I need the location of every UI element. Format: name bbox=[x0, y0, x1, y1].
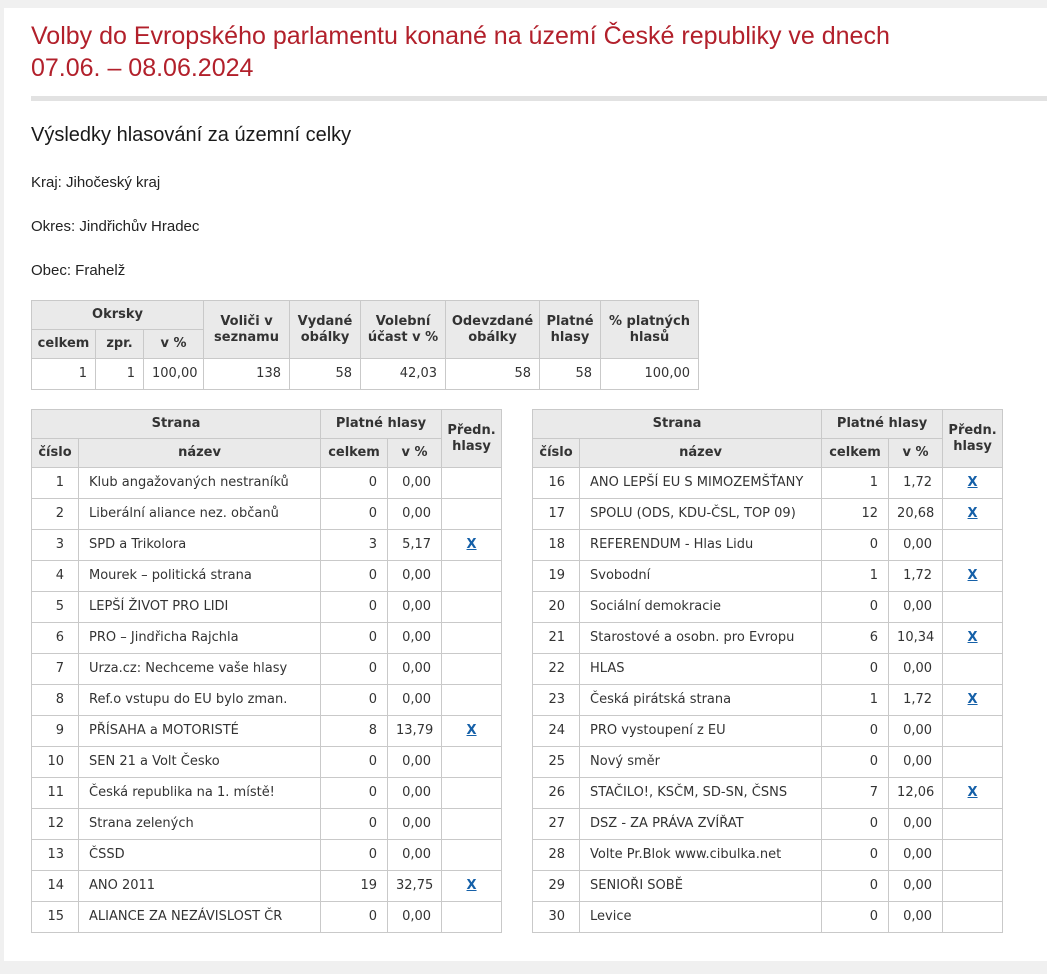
party-row bbox=[32, 840, 502, 871]
party-votes-total: 0 bbox=[822, 654, 889, 685]
party-votes-total: 0 bbox=[321, 499, 388, 530]
page-edge-left bbox=[0, 0, 4, 974]
summary-table bbox=[31, 300, 699, 390]
nazev-header: název bbox=[580, 439, 822, 468]
party-row bbox=[32, 530, 502, 561]
party-name: HLAS bbox=[580, 654, 822, 685]
party-votes-total: 19 bbox=[321, 871, 388, 902]
party-votes-total: 0 bbox=[822, 840, 889, 871]
volici-v-seznamu-value: 138 bbox=[204, 359, 290, 390]
party-number: 8 bbox=[32, 685, 79, 716]
party-name: ČSSD bbox=[79, 840, 321, 871]
party-votes-percent: 0,00 bbox=[388, 685, 442, 716]
party-row bbox=[533, 902, 1003, 933]
party-row bbox=[533, 623, 1003, 654]
party-row bbox=[32, 623, 502, 654]
party-votes-total: 0 bbox=[321, 902, 388, 933]
party-name: LEPŠÍ ŽIVOT PRO LIDI bbox=[79, 592, 321, 623]
party-votes-percent: 0,00 bbox=[889, 871, 943, 902]
party-name: Mourek – politická strana bbox=[79, 561, 321, 592]
party-votes-total: 0 bbox=[822, 809, 889, 840]
party-number: 19 bbox=[533, 561, 580, 592]
predn-hlasy-header: Předn. hlasy bbox=[442, 410, 502, 468]
party-number: 13 bbox=[32, 840, 79, 871]
party-votes-percent: 0,00 bbox=[388, 747, 442, 778]
preferential-votes-cell bbox=[442, 685, 502, 716]
party-votes-percent: 0,00 bbox=[388, 561, 442, 592]
okrsky-celkem-header: celkem bbox=[32, 330, 96, 359]
preferential-votes-cell bbox=[442, 778, 502, 809]
party-number: 17 bbox=[533, 499, 580, 530]
party-table-left bbox=[31, 409, 502, 933]
okrsky-v-pct-header: v % bbox=[144, 330, 204, 359]
v-pct-header: v % bbox=[388, 439, 442, 468]
party-votes-total: 0 bbox=[822, 592, 889, 623]
party-number: 14 bbox=[32, 871, 79, 902]
party-votes-total: 0 bbox=[321, 592, 388, 623]
party-row bbox=[533, 840, 1003, 871]
party-votes-total: 0 bbox=[321, 623, 388, 654]
party-name: PŘÍSAHA a MOTORISTÉ bbox=[79, 716, 321, 747]
party-votes-percent: 32,75 bbox=[388, 871, 442, 902]
party-name: Sociální demokracie bbox=[580, 592, 822, 623]
obec-line: Obec: Frahelž bbox=[31, 262, 126, 279]
party-number: 6 bbox=[32, 623, 79, 654]
party-row bbox=[32, 902, 502, 933]
party-name: Nový směr bbox=[580, 747, 822, 778]
okrsky-celkem-value: 1 bbox=[32, 359, 96, 390]
pct-platnych-hlasu-header: % platných hlasů bbox=[601, 301, 699, 359]
party-votes-percent: 0,00 bbox=[889, 716, 943, 747]
party-name: STAČILO!, KSČM, SD-SN, ČSNS bbox=[580, 778, 822, 809]
party-row bbox=[533, 468, 1003, 499]
party-votes-total: 1 bbox=[822, 561, 889, 592]
party-row bbox=[32, 468, 502, 499]
party-votes-percent: 0,00 bbox=[388, 809, 442, 840]
preferential-votes-cell bbox=[943, 592, 1003, 623]
v-pct-header: v % bbox=[889, 439, 943, 468]
kraj-line: Kraj: Jihočeský kraj bbox=[31, 174, 161, 191]
party-votes-total: 0 bbox=[822, 902, 889, 933]
preferential-votes-link[interactable]: X bbox=[967, 475, 978, 490]
party-row bbox=[533, 871, 1003, 902]
party-votes-total: 7 bbox=[822, 778, 889, 809]
party-number: 4 bbox=[32, 561, 79, 592]
party-votes-total: 0 bbox=[321, 809, 388, 840]
page-title-line1: Volby do Evropského parlamentu konané na území České republiky ve dnech bbox=[31, 22, 890, 50]
party-votes-total: 0 bbox=[822, 747, 889, 778]
party-name: Volte Pr.Blok www.cibulka.net bbox=[580, 840, 822, 871]
page-title bbox=[31, 20, 1021, 84]
party-row bbox=[32, 871, 502, 902]
preferential-votes-cell bbox=[943, 871, 1003, 902]
party-votes-percent: 0,00 bbox=[388, 902, 442, 933]
section-title: Výsledky hlasování za územní celky bbox=[31, 124, 352, 146]
preferential-votes-cell bbox=[442, 747, 502, 778]
party-votes-percent: 0,00 bbox=[388, 468, 442, 499]
party-name: Česká pirátská strana bbox=[580, 685, 822, 716]
party-row bbox=[533, 530, 1003, 561]
party-number: 28 bbox=[533, 840, 580, 871]
party-votes-total: 0 bbox=[321, 778, 388, 809]
title-divider bbox=[31, 96, 1047, 101]
party-votes-total: 0 bbox=[321, 685, 388, 716]
party-number: 21 bbox=[533, 623, 580, 654]
party-row bbox=[533, 592, 1003, 623]
party-number: 27 bbox=[533, 809, 580, 840]
party-votes-percent: 0,00 bbox=[889, 840, 943, 871]
preferential-votes-link[interactable]: X bbox=[466, 537, 477, 552]
party-number: 5 bbox=[32, 592, 79, 623]
party-name: Svobodní bbox=[580, 561, 822, 592]
preferential-votes-cell bbox=[442, 654, 502, 685]
party-votes-total: 6 bbox=[822, 623, 889, 654]
party-name: Liberální aliance nez. občanů bbox=[79, 499, 321, 530]
page-edge-top bbox=[0, 0, 1047, 8]
strana-header: Strana bbox=[533, 410, 822, 439]
party-name: REFERENDUM - Hlas Lidu bbox=[580, 530, 822, 561]
party-votes-percent: 1,72 bbox=[889, 685, 943, 716]
party-number: 29 bbox=[533, 871, 580, 902]
party-number: 12 bbox=[32, 809, 79, 840]
preferential-votes-cell bbox=[442, 530, 502, 561]
platne-hlasy-group-header: Platné hlasy bbox=[822, 410, 943, 439]
party-name: Strana zelených bbox=[79, 809, 321, 840]
party-table-right bbox=[532, 409, 1003, 933]
party-row bbox=[32, 778, 502, 809]
preferential-votes-cell bbox=[442, 871, 502, 902]
party-votes-percent: 0,00 bbox=[889, 747, 943, 778]
party-name: SEN 21 a Volt Česko bbox=[79, 747, 321, 778]
party-name: ANO 2011 bbox=[79, 871, 321, 902]
party-votes-total: 0 bbox=[321, 468, 388, 499]
preferential-votes-cell bbox=[943, 654, 1003, 685]
preferential-votes-link[interactable]: X bbox=[967, 568, 978, 583]
party-votes-percent: 0,00 bbox=[388, 623, 442, 654]
party-votes-percent: 12,06 bbox=[889, 778, 943, 809]
party-votes-total: 0 bbox=[321, 654, 388, 685]
okrsky-v-pct-value: 100,00 bbox=[144, 359, 204, 390]
party-votes-total: 0 bbox=[321, 561, 388, 592]
party-votes-percent: 0,00 bbox=[889, 530, 943, 561]
party-number: 30 bbox=[533, 902, 580, 933]
party-number: 7 bbox=[32, 654, 79, 685]
predn-hlasy-header: Předn. hlasy bbox=[943, 410, 1003, 468]
nazev-header: název bbox=[79, 439, 321, 468]
preferential-votes-cell bbox=[442, 902, 502, 933]
preferential-votes-link[interactable]: X bbox=[466, 878, 477, 893]
preferential-votes-cell bbox=[442, 840, 502, 871]
party-name: PRO vystoupení z EU bbox=[580, 716, 822, 747]
party-row bbox=[32, 809, 502, 840]
party-name: ALIANCE ZA NEZÁVISLOST ČR bbox=[79, 902, 321, 933]
party-row bbox=[533, 685, 1003, 716]
party-number: 2 bbox=[32, 499, 79, 530]
party-number: 1 bbox=[32, 468, 79, 499]
party-votes-percent: 0,00 bbox=[388, 592, 442, 623]
preferential-votes-cell bbox=[943, 561, 1003, 592]
preferential-votes-link[interactable]: X bbox=[466, 723, 477, 738]
party-votes-total: 1 bbox=[822, 685, 889, 716]
party-votes-percent: 5,17 bbox=[388, 530, 442, 561]
preferential-votes-cell bbox=[442, 592, 502, 623]
summary-row bbox=[32, 359, 699, 390]
preferential-votes-cell bbox=[442, 561, 502, 592]
pct-platnych-hlasu-value: 100,00 bbox=[601, 359, 699, 390]
party-number: 25 bbox=[533, 747, 580, 778]
party-votes-percent: 0,00 bbox=[388, 654, 442, 685]
party-number: 20 bbox=[533, 592, 580, 623]
preferential-votes-cell bbox=[943, 468, 1003, 499]
party-row bbox=[533, 499, 1003, 530]
preferential-votes-cell bbox=[943, 809, 1003, 840]
volici-v-seznamu-header: Voliči v seznamu bbox=[204, 301, 290, 359]
party-number: 18 bbox=[533, 530, 580, 561]
party-row bbox=[533, 654, 1003, 685]
party-name: ANO LEPŠÍ EU S MIMOZEMŠŤANY bbox=[580, 468, 822, 499]
party-row bbox=[533, 747, 1003, 778]
party-name: DSZ - ZA PRÁVA ZVÍŘAT bbox=[580, 809, 822, 840]
party-votes-percent: 0,00 bbox=[889, 902, 943, 933]
party-votes-percent: 0,00 bbox=[889, 592, 943, 623]
volebni-ucast-value: 42,03 bbox=[361, 359, 446, 390]
party-votes-total: 0 bbox=[822, 871, 889, 902]
party-number: 24 bbox=[533, 716, 580, 747]
party-votes-percent: 0,00 bbox=[388, 499, 442, 530]
party-name: Starostové a osobn. pro Evropu bbox=[580, 623, 822, 654]
odevzdane-obalky-header: Odevzdané obálky bbox=[446, 301, 540, 359]
okres-line: Okres: Jindřichův Hradec bbox=[31, 218, 200, 235]
party-votes-total: 1 bbox=[822, 468, 889, 499]
party-name: SENIOŘI SOBĚ bbox=[580, 871, 822, 902]
celkem-header: celkem bbox=[822, 439, 889, 468]
preferential-votes-cell bbox=[442, 499, 502, 530]
preferential-votes-link[interactable]: X bbox=[967, 630, 978, 645]
party-name: Ref.o vstupu do EU bylo zman. bbox=[79, 685, 321, 716]
strana-header: Strana bbox=[32, 410, 321, 439]
volebni-ucast-header: Volební účast v % bbox=[361, 301, 446, 359]
preferential-votes-link[interactable]: X bbox=[967, 506, 978, 521]
party-votes-percent: 0,00 bbox=[889, 654, 943, 685]
preferential-votes-cell bbox=[943, 778, 1003, 809]
preferential-votes-cell bbox=[943, 499, 1003, 530]
party-row bbox=[533, 778, 1003, 809]
party-row bbox=[533, 561, 1003, 592]
party-name: PRO – Jindřicha Rajchla bbox=[79, 623, 321, 654]
page-edge-bottom bbox=[0, 961, 1047, 974]
party-number: 15 bbox=[32, 902, 79, 933]
party-tables bbox=[31, 409, 1047, 933]
cislo-header: číslo bbox=[533, 439, 580, 468]
preferential-votes-cell bbox=[943, 747, 1003, 778]
party-name: Česká republika na 1. místě! bbox=[79, 778, 321, 809]
party-number: 11 bbox=[32, 778, 79, 809]
party-name: Levice bbox=[580, 902, 822, 933]
okrsky-zpr-value: 1 bbox=[96, 359, 144, 390]
party-row bbox=[32, 716, 502, 747]
preferential-votes-cell bbox=[943, 840, 1003, 871]
preferential-votes-cell bbox=[442, 623, 502, 654]
party-number: 3 bbox=[32, 530, 79, 561]
party-row bbox=[32, 654, 502, 685]
odevzdane-obalky-value: 58 bbox=[446, 359, 540, 390]
preferential-votes-link[interactable]: X bbox=[967, 785, 978, 800]
platne-hlasy-value: 58 bbox=[540, 359, 601, 390]
celkem-header: celkem bbox=[321, 439, 388, 468]
preferential-votes-cell bbox=[943, 716, 1003, 747]
party-votes-percent: 1,72 bbox=[889, 561, 943, 592]
okrsky-zpr-header: zpr. bbox=[96, 330, 144, 359]
party-row bbox=[533, 716, 1003, 747]
party-votes-total: 0 bbox=[822, 530, 889, 561]
party-number: 23 bbox=[533, 685, 580, 716]
preferential-votes-cell bbox=[943, 902, 1003, 933]
party-row bbox=[32, 685, 502, 716]
party-number: 22 bbox=[533, 654, 580, 685]
preferential-votes-cell bbox=[943, 685, 1003, 716]
vydane-obalky-header: Vydané obálky bbox=[290, 301, 361, 359]
party-number: 26 bbox=[533, 778, 580, 809]
party-votes-total: 12 bbox=[822, 499, 889, 530]
platne-hlasy-group-header: Platné hlasy bbox=[321, 410, 442, 439]
party-votes-percent: 10,34 bbox=[889, 623, 943, 654]
party-votes-percent: 20,68 bbox=[889, 499, 943, 530]
party-row bbox=[32, 499, 502, 530]
vydane-obalky-value: 58 bbox=[290, 359, 361, 390]
party-votes-total: 3 bbox=[321, 530, 388, 561]
platne-hlasy-header: Platné hlasy bbox=[540, 301, 601, 359]
party-row bbox=[32, 561, 502, 592]
preferential-votes-cell bbox=[442, 809, 502, 840]
party-number: 16 bbox=[533, 468, 580, 499]
cislo-header: číslo bbox=[32, 439, 79, 468]
party-row bbox=[32, 592, 502, 623]
party-votes-percent: 0,00 bbox=[889, 809, 943, 840]
party-votes-total: 0 bbox=[822, 716, 889, 747]
party-votes-percent: 0,00 bbox=[388, 778, 442, 809]
okrsky-header: Okrsky bbox=[32, 301, 204, 330]
preferential-votes-link[interactable]: X bbox=[967, 692, 978, 707]
party-name: SPD a Trikolora bbox=[79, 530, 321, 561]
page-title-line2: 07.06. – 08.06.2024 bbox=[31, 54, 254, 82]
party-name: Urza.cz: Nechceme vaše hlasy bbox=[79, 654, 321, 685]
preferential-votes-cell bbox=[442, 716, 502, 747]
party-votes-total: 8 bbox=[321, 716, 388, 747]
preferential-votes-cell bbox=[943, 530, 1003, 561]
party-votes-total: 0 bbox=[321, 840, 388, 871]
party-votes-total: 0 bbox=[321, 747, 388, 778]
party-votes-percent: 0,00 bbox=[388, 840, 442, 871]
party-number: 9 bbox=[32, 716, 79, 747]
party-votes-percent: 1,72 bbox=[889, 468, 943, 499]
party-number: 10 bbox=[32, 747, 79, 778]
party-votes-percent: 13,79 bbox=[388, 716, 442, 747]
party-row bbox=[533, 809, 1003, 840]
preferential-votes-cell bbox=[943, 623, 1003, 654]
party-name: Klub angažovaných nestraníků bbox=[79, 468, 321, 499]
preferential-votes-cell bbox=[442, 468, 502, 499]
party-row bbox=[32, 747, 502, 778]
party-name: SPOLU (ODS, KDU-ČSL, TOP 09) bbox=[580, 499, 822, 530]
